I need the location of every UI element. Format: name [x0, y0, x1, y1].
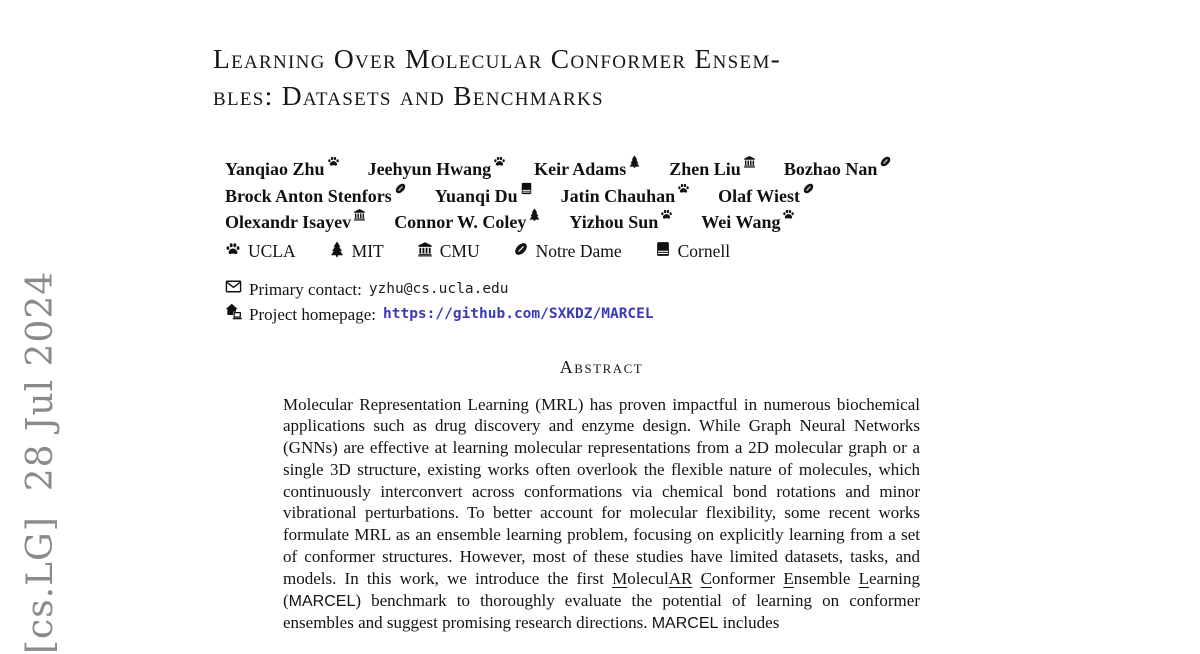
- author: [701, 212, 795, 232]
- abstract-segment: nsemble: [793, 568, 859, 588]
- affiliation-legend: [225, 238, 1043, 264]
- author: [225, 212, 366, 232]
- football-icon: [513, 238, 529, 264]
- abstract-segment: [692, 569, 700, 588]
- legend-item: [329, 238, 384, 264]
- envelope-icon: [225, 277, 242, 302]
- abstract-segment: MARCEL: [288, 592, 356, 610]
- author-row: [225, 183, 1043, 210]
- abstract-heading: Abstract: [559, 356, 644, 377]
- abstract-segment: earning (: [283, 568, 920, 610]
- abstract-segment: olecul: [627, 568, 669, 588]
- author-name: Keir Adams: [534, 159, 627, 179]
- tree-icon: [528, 202, 541, 229]
- author: [784, 159, 893, 179]
- primary-contact-line: [225, 277, 1043, 302]
- legend-item: [513, 238, 622, 264]
- bank-icon: [417, 238, 433, 264]
- author-name: Olexandr Isayev: [225, 212, 352, 232]
- abstract-segment: onformer: [711, 568, 784, 588]
- abstract-segment: MARCEL: [651, 615, 719, 633]
- primary-contact-email: yzhu@cs.ucla.edu: [368, 280, 509, 297]
- football-icon: [394, 176, 407, 203]
- title-line-2: bles: Datasets and Benchmarks: [213, 80, 604, 111]
- football-icon: [879, 149, 892, 176]
- author-name: Yuanqi Du: [434, 185, 518, 206]
- paper-title: [213, 40, 1043, 114]
- author-name: Bozhao Nan: [783, 159, 878, 179]
- paw-icon: [225, 238, 241, 264]
- home-icon: [225, 302, 242, 327]
- author-name: Brock Anton Stenfors: [225, 185, 392, 206]
- abstract-text: [283, 394, 920, 636]
- abstract-segment: Molecular Representation Learning (MRL) has proven impactful in numerous biochemical applications such as drug discovery and enzyme design. While Graph Neural Networks (GNNs) are effective at learning molecular representations from a 2D molecular graph or a single 3D structure, existing works often overlook the flexible nature of molecules, which continuously interconvert across conformations via chemical bond rotations and minor vibrational perturbations. To better account for molecular flexibility, some recent works formulate MRL as an ensemble learning problem, focusing on explicitly learning from a set of conformer structures. However, most of these studies have limited datasets, tasks, and models. In this work, we introduce the first: [283, 394, 920, 588]
- arxiv-stamp: [cs.LG] 28 Jul 2024: [20, 270, 61, 654]
- author-block: [225, 156, 1043, 236]
- book-icon: [520, 176, 533, 203]
- author: [225, 186, 407, 206]
- author: [368, 159, 507, 179]
- legend-label: UCLA: [248, 240, 296, 261]
- legend-label: Cornell: [677, 240, 731, 261]
- project-homepage-link[interactable]: https://github.com/SXKDZ/MARCEL: [383, 305, 654, 322]
- project-homepage-line: [225, 302, 1043, 327]
- paper-page: [213, 0, 1043, 635]
- contact-block: [225, 277, 1043, 327]
- author-name: Jeehyun Hwang: [367, 159, 492, 179]
- author: [534, 159, 641, 179]
- author-row: [225, 209, 1043, 236]
- abstract-segment: includes: [718, 613, 780, 633]
- paw-icon: [327, 149, 340, 176]
- football-icon: [802, 176, 815, 203]
- abstract-segment: C: [700, 568, 712, 588]
- author-name: Yizhou Sun: [569, 212, 659, 232]
- abstract-segment: L: [858, 568, 870, 588]
- abstract-segment: M: [612, 568, 628, 588]
- legend-item: [417, 238, 480, 264]
- author-name: Wei Wang: [701, 212, 781, 232]
- author: [435, 186, 533, 206]
- author-name: Zhen Liu: [669, 159, 741, 179]
- author: [718, 186, 815, 206]
- author-row: [225, 156, 1043, 183]
- title-line-1: Learning Over Molecular Conformer Ensem-: [213, 43, 782, 74]
- legend-label: MIT: [351, 240, 384, 261]
- legend-label: Notre Dame: [535, 240, 622, 261]
- author: [394, 212, 541, 232]
- bank-icon: [743, 149, 756, 176]
- paw-icon: [782, 202, 795, 229]
- bank-icon: [353, 202, 366, 229]
- legend-item: [655, 238, 731, 264]
- legend-item: [225, 238, 296, 264]
- tree-icon: [628, 149, 641, 176]
- paw-icon: [660, 202, 673, 229]
- project-homepage-label: Project homepage:: [249, 304, 376, 324]
- paw-icon: [677, 176, 690, 203]
- author: [225, 159, 340, 179]
- author-name: Jatin Chauhan: [560, 185, 676, 206]
- paw-icon: [493, 149, 506, 176]
- author: [569, 212, 673, 232]
- author-name: Olaf Wiest: [718, 185, 800, 206]
- primary-contact-label: Primary contact:: [249, 279, 362, 299]
- abstract-segment: AR: [668, 568, 693, 588]
- author-name: Connor W. Coley: [394, 212, 527, 232]
- tree-icon: [329, 238, 345, 264]
- author-name: Yanqiao Zhu: [225, 159, 325, 179]
- book-icon: [655, 238, 671, 264]
- legend-label: CMU: [439, 240, 480, 261]
- abstract-segment: ) benchmark to thoroughly evaluate the potential of learning on conformer ensembles and suggest promising research directions.: [283, 590, 920, 633]
- abstract-segment: E: [783, 568, 794, 588]
